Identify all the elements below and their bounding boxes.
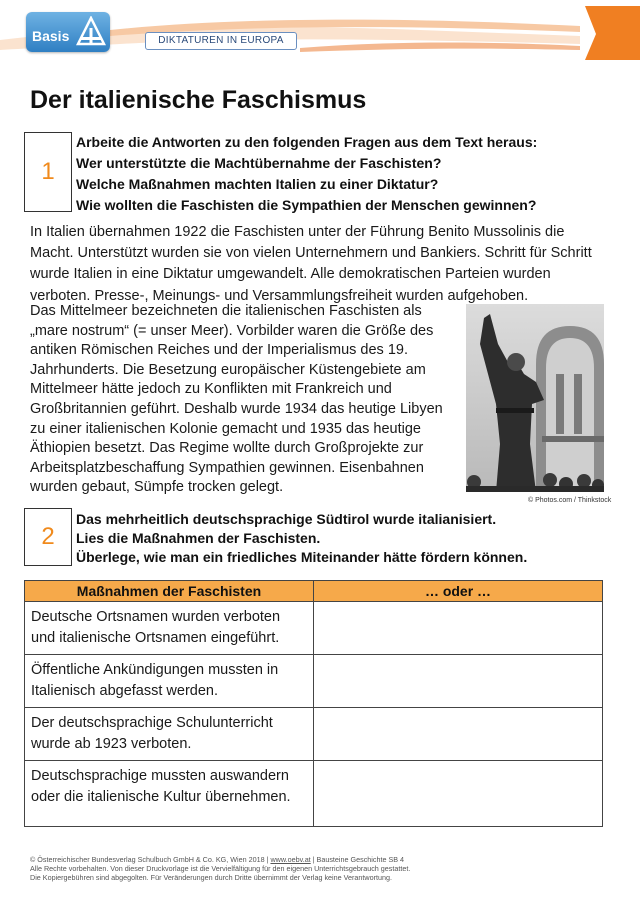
- task-2-instructions: [76, 510, 527, 567]
- task-line: Wer unterstützte die Machtübernahme der Faschisten?: [76, 155, 442, 171]
- column-header-alternative: … oder …: [314, 581, 603, 602]
- measure-cell: Der deutschsprachige Schulunterricht wurde ab 1923 verboten.: [25, 708, 314, 761]
- task-line: Das mehrheitlich deutschsprachige Südtirol wurde italianisiert.: [76, 511, 497, 527]
- measures-table: [24, 580, 603, 827]
- logo-text: Basis: [32, 28, 70, 44]
- footer-series: | Bausteine Geschichte SB 4: [312, 855, 405, 864]
- task-line: Wie wollten die Faschisten die Sympathien der Menschen gewinnen?: [76, 197, 537, 213]
- measure-cell: Öffentliche Ankündigungen mussten in Italienisch abgefasst werden.: [25, 655, 314, 708]
- answer-cell[interactable]: [314, 602, 603, 655]
- table-row: [25, 708, 603, 761]
- page-title: Der italienische Faschismus: [30, 86, 367, 114]
- triangle-logo-icon: [76, 16, 106, 48]
- mussolini-photo: [466, 304, 604, 492]
- task-number: 1: [41, 158, 55, 185]
- task-number-box-1: [24, 132, 72, 212]
- table-row: [25, 761, 603, 827]
- measure-cell: Deutsche Ortsnamen wurden verboten und italienische Ortsnamen eingeführt.: [25, 602, 314, 655]
- table-row: [25, 655, 603, 708]
- table-row: [25, 602, 603, 655]
- task-number-box-2: [24, 508, 72, 566]
- task-line: Lies die Maßnahmen der Faschisten.: [76, 530, 321, 546]
- publisher-link[interactable]: www.oebv.at: [270, 855, 311, 864]
- footer-line-2: Alle Rechte vorbehalten. Von dieser Druckvorlage ist die Vervielfältigung für den eigenen Unterrichtsgebrauch gestattet.: [30, 864, 411, 873]
- task-line: Welche Maßnahmen machten Italien zu einer Diktatur?: [76, 176, 439, 192]
- footer-line-3: Die Kopiergebühren sind abgegolten. Für Veränderungen durch Dritte übernimmt der Verlag keine Verantwortung.: [30, 873, 392, 882]
- footer-line-1: [30, 855, 410, 864]
- answer-cell[interactable]: [314, 708, 603, 761]
- task-1-instructions: [76, 132, 537, 216]
- footer-copyright: © Österreichischer Bundesverlag Schulbuch GmbH & Co. KG, Wien 2018 |: [30, 855, 269, 864]
- table-header-row: [25, 581, 603, 602]
- photo-credit: © Photos.com / Thinkstock: [528, 497, 612, 504]
- answer-cell[interactable]: [314, 761, 603, 827]
- task-line: Überlege, wie man ein friedliches Miteinander hätte fördern können.: [76, 549, 528, 565]
- measure-cell: Deutschsprachige mussten auswandern oder die italienische Kultur übernehmen.: [25, 761, 314, 827]
- column-header-measures: Maßnahmen der Faschisten: [25, 581, 314, 602]
- task-line: Arbeite die Antworten zu den folgenden Fragen aus dem Text heraus:: [76, 134, 538, 150]
- task-number: 2: [41, 523, 55, 550]
- answer-cell[interactable]: [314, 655, 603, 708]
- text-paragraph-2: Das Mittelmeer bezeichneten die italienischen Faschisten als „mare nostrum“ (= unser Meer). Vorbilder waren die Größe des antiken Römischen Reiches und der Imperialismus des 19. Jahrhunderts. Die Besetzung europäischer Küstengebiete am Mittelmeer hätte jedoch zu Konflikten mit Frankreich und Großbritannien geführt. Deshalb wurde 1934 das heutige Libyen zu einer italienischen Kolonie gemacht und 1935 das heutige Äthiopien besetzt. Das Regime wollte durch Großprojekte zur Arbeitsplatzbeschaffung Sympathien gewinnen. Eisenbahnen wurden gebaut, Sümpfe trocken gelegt.: [30, 303, 443, 496]
- basis-logo: [26, 12, 110, 52]
- text-paragraph-1: In Italien übernahmen 1922 die Faschisten unter der Führung Benito Mussolinis die Macht. Unterstützt wurden sie von vielen Unternehmern und Bankiers. Schritt für Schritt wurde Italien in eine Diktatur umgewandelt. Alle demokratischen Parteien wurden verboten. Presse-, Meinungs- und Versammlungsfreiheit wurden aufgehoben.: [30, 224, 592, 304]
- series-label: DIKTATUREN IN EUROPA: [145, 32, 297, 50]
- footer: [30, 855, 410, 882]
